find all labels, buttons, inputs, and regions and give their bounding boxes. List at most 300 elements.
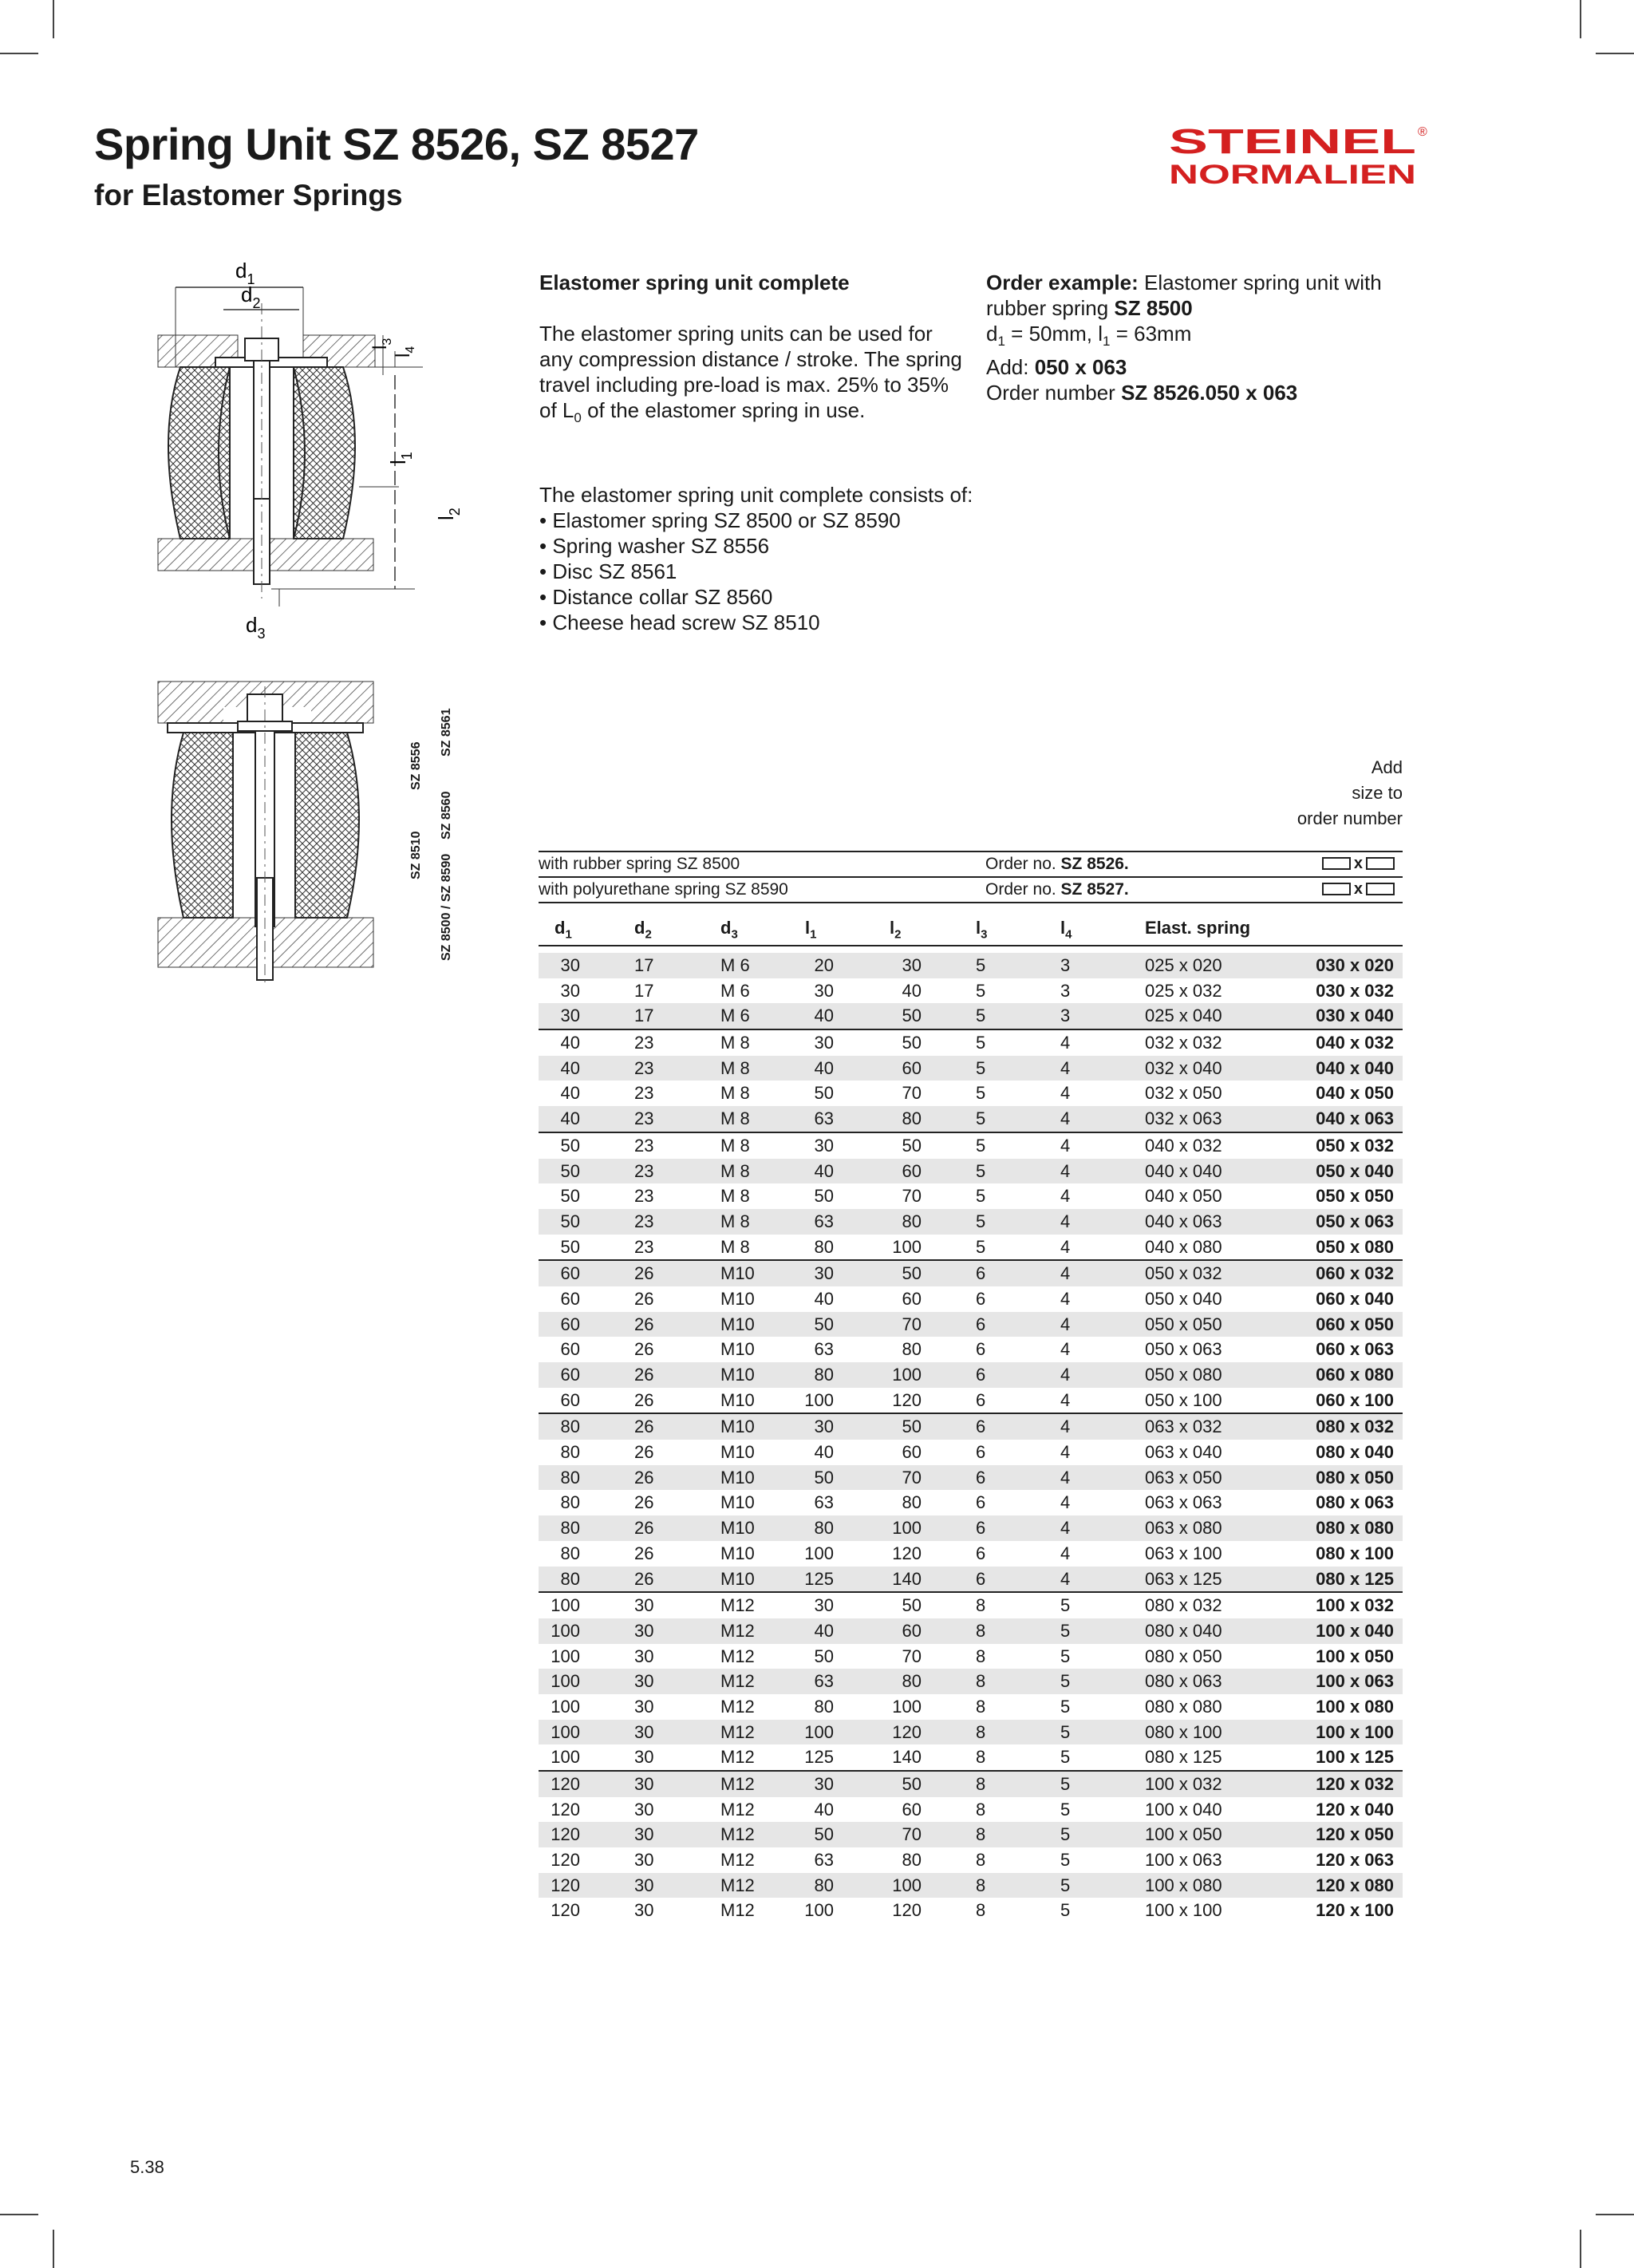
table-row [539,1898,1403,1923]
cell-d2: 26 [634,1389,654,1410]
cell-l1: 40 [814,1057,834,1078]
cell-d3: M 8 [720,1186,750,1207]
cell-d2: 23 [634,1083,654,1104]
cell-d2: 30 [634,1774,654,1794]
page-title: Spring Unit SZ 8526, SZ 8527 [94,119,699,169]
cell-add-size: 040 x 040 [1316,1057,1394,1078]
table-row [539,1591,1403,1618]
cell-d3: M10 [720,1314,755,1334]
cell-l3: 5 [976,1236,986,1257]
cell-l1: 100 [804,1721,834,1742]
cell-l2: 50 [902,1595,922,1616]
cell-elast-spring: 050 x 100 [1145,1389,1222,1410]
cell-l3: 6 [976,1288,986,1309]
cell-d3: M 8 [720,1211,750,1231]
spring-unit-drawing [152,255,495,654]
cell-l1: 40 [814,1620,834,1641]
cell-add-size: 080 x 032 [1316,1417,1394,1437]
cell-elast-spring: 032 x 050 [1145,1083,1222,1104]
cell-d1: 80 [560,1568,580,1589]
cell-l4: 4 [1060,1543,1071,1563]
cell-d3: M10 [720,1263,755,1284]
cell-add-size: 100 x 063 [1316,1671,1394,1692]
cell-l4: 4 [1060,1057,1071,1078]
cell-d3: M 6 [720,955,750,975]
cell-elast-spring: 040 x 050 [1145,1186,1222,1207]
cell-d2: 30 [634,1620,654,1641]
cell-l2: 30 [902,955,922,975]
cell-d1: 60 [560,1365,580,1385]
cell-d3: M10 [720,1417,755,1437]
cell-l3: 8 [976,1671,986,1692]
size-slots [1322,880,1395,898]
cell-d3: M12 [720,1774,755,1794]
cell-l2: 80 [902,1492,922,1513]
cell-elast-spring: 100 x 080 [1145,1875,1222,1895]
cell-l3: 8 [976,1774,986,1794]
add-note-line: Add [1371,757,1403,777]
cell-d2: 26 [634,1442,654,1463]
column-header: $d_3$ [720,918,738,942]
cell-l3: 8 [976,1900,986,1921]
table-row [539,1567,1403,1592]
cell-l3: 6 [976,1314,986,1334]
cell-l4: 5 [1060,1799,1071,1820]
cell-l2: 80 [902,1108,922,1129]
cell-l3: 6 [976,1467,986,1488]
cell-l1: 50 [814,1646,834,1666]
cell-l2: 100 [892,1875,922,1895]
cell-l2: 60 [902,1057,922,1078]
cell-l2: 70 [902,1186,922,1207]
order-example-line: Order number SZ 8526.050 x 063 [986,381,1298,405]
cell-l3: 8 [976,1595,986,1616]
cell-elast-spring: 050 x 080 [1145,1365,1222,1385]
part-label-sz8561: SZ 8561 [440,708,453,757]
cell-l2: 50 [902,1263,922,1284]
cell-l1: 63 [814,1108,834,1129]
component-item: • Distance collar SZ 8560 [539,585,773,610]
crop-mark [1596,53,1634,54]
cell-add-size: 080 x 040 [1316,1442,1394,1463]
cell-d1: 30 [560,980,580,1001]
cell-l2: 50 [902,1006,922,1026]
cell-d2: 30 [634,1747,654,1768]
cell-add-size: 060 x 032 [1316,1263,1394,1284]
cell-d1: 30 [560,955,580,975]
part-label-sz8560: SZ 8560 [440,791,453,840]
cell-d1: 40 [560,1057,580,1078]
cell-l3: 5 [976,1211,986,1231]
cell-d3: M10 [720,1288,755,1309]
order-number: Order no. SZ 8527. [985,880,1129,899]
cell-d2: 30 [634,1595,654,1616]
cell-add-size: 030 x 020 [1316,955,1394,975]
cell-l1: 100 [804,1543,834,1563]
steinel-logo [1169,121,1428,188]
cell-add-size: 050 x 080 [1316,1236,1394,1257]
cell-l1: 40 [814,1006,834,1026]
cell-d1: 80 [560,1467,580,1488]
cell-l3: 8 [976,1721,986,1742]
cell-l4: 4 [1060,1236,1071,1257]
cell-d1: 80 [560,1518,580,1539]
cell-d3: M12 [720,1721,755,1742]
cell-l4: 5 [1060,1646,1071,1666]
cell-elast-spring: 063 x 125 [1145,1568,1222,1589]
cell-elast-spring: 040 x 032 [1145,1135,1222,1156]
cell-l3: 8 [976,1646,986,1666]
cell-elast-spring: 032 x 040 [1145,1057,1222,1078]
cell-d3: M 8 [720,1108,750,1129]
cell-l4: 4 [1060,1263,1071,1284]
order-example-line: rubber spring SZ 8500 [986,296,1193,320]
cell-add-size: 120 x 050 [1316,1824,1394,1845]
cell-d2: 30 [634,1799,654,1820]
logo-line1: STEINEL [1169,122,1416,161]
size-slot-box [1366,857,1395,870]
cell-elast-spring: 025 x 020 [1145,955,1222,975]
cell-elast-spring: 080 x 063 [1145,1671,1222,1692]
cell-d3: M10 [720,1442,755,1463]
description-line: of $L_0$ of the elastomer spring in use. [539,398,866,426]
table-row [539,1003,1403,1029]
cell-elast-spring: 063 x 040 [1145,1442,1222,1463]
cell-d3: M 6 [720,1006,750,1026]
cell-elast-spring: 050 x 032 [1145,1263,1222,1284]
cell-d2: 26 [634,1492,654,1513]
cell-d2: 26 [634,1288,654,1309]
cell-elast-spring: 063 x 032 [1145,1417,1222,1437]
cell-elast-spring: 100 x 040 [1145,1799,1222,1820]
cell-l2: 120 [892,1721,922,1742]
cell-d2: 26 [634,1518,654,1539]
cell-elast-spring: 063 x 050 [1145,1467,1222,1488]
cell-d1: 50 [560,1236,580,1257]
cell-d2: 23 [634,1057,654,1078]
cell-l3: 6 [976,1417,986,1437]
cell-l4: 4 [1060,1314,1071,1334]
cell-l4: 4 [1060,1211,1071,1231]
cell-d2: 17 [634,1006,654,1026]
table-row [539,1259,1403,1286]
cell-l3: 6 [976,1518,986,1539]
cell-d1: 40 [560,1108,580,1129]
cell-l3: 6 [976,1263,986,1284]
cell-d2: 17 [634,955,654,975]
cell-l4: 4 [1060,1417,1071,1437]
cell-add-size: 100 x 080 [1316,1696,1394,1717]
order-row-rubber [539,851,1403,878]
size-separator: x [1353,880,1363,898]
cell-d3: M 8 [720,1083,750,1104]
cell-l2: 60 [902,1620,922,1641]
table-row [539,953,1403,978]
cell-d2: 30 [634,1646,654,1666]
cell-l1: 50 [814,1314,834,1334]
add-size-note [1197,755,1403,832]
cell-d1: 50 [560,1160,580,1181]
cell-add-size: 050 x 063 [1316,1211,1394,1231]
cell-d1: 50 [560,1135,580,1156]
description-line: any compression distance / stroke. The spring [539,347,962,371]
cell-d2: 23 [634,1186,654,1207]
cell-d1: 100 [551,1595,580,1616]
cell-d3: M12 [720,1875,755,1895]
cell-l2: 140 [892,1568,922,1589]
column-header: $d_2$ [634,918,652,942]
cell-l3: 6 [976,1389,986,1410]
cell-add-size: 060 x 063 [1316,1339,1394,1360]
cell-l4: 5 [1060,1747,1071,1768]
order-example-block [986,270,1409,405]
table-row [539,1209,1403,1235]
cell-add-size: 120 x 063 [1316,1850,1394,1871]
column-header: $l_1$ [805,918,817,942]
crop-mark [1580,0,1581,38]
cell-l2: 120 [892,1543,922,1563]
cell-d2: 26 [634,1568,654,1589]
cell-l2: 100 [892,1236,922,1257]
cell-d3: M10 [720,1467,755,1488]
cell-d2: 30 [634,1875,654,1895]
dim-d3-label: $d_3$ [246,613,266,642]
cell-l4: 5 [1060,1900,1071,1921]
cell-elast-spring: 080 x 080 [1145,1696,1222,1717]
table-row [539,1337,1403,1362]
cell-l4: 5 [1060,1850,1071,1871]
crop-mark [53,2230,54,2268]
cell-add-size: 100 x 050 [1316,1646,1394,1666]
cell-d1: 80 [560,1492,580,1513]
cell-l3: 8 [976,1696,986,1717]
table-row [539,1081,1403,1106]
cell-l3: 8 [976,1747,986,1768]
cell-l2: 50 [902,1135,922,1156]
size-separator: x [1353,855,1363,872]
cell-l1: 50 [814,1467,834,1488]
dim-l3-label: $l_3$ [369,338,394,350]
cell-l2: 60 [902,1288,922,1309]
cell-l4: 4 [1060,1108,1071,1129]
crop-mark [0,53,38,54]
page-number: 5.38 [130,2157,164,2177]
cell-l2: 100 [892,1365,922,1385]
cell-d1: 120 [551,1875,580,1895]
cell-elast-spring: 032 x 032 [1145,1033,1222,1053]
cell-d1: 80 [560,1417,580,1437]
cell-elast-spring: 040 x 080 [1145,1236,1222,1257]
cell-l4: 4 [1060,1389,1071,1410]
cell-add-size: 080 x 080 [1316,1518,1394,1539]
order-row-label: with rubber spring SZ 8500 [539,855,740,873]
cell-l1: 63 [814,1211,834,1231]
cell-d1: 100 [551,1671,580,1692]
cell-d1: 120 [551,1774,580,1794]
page-subtitle: for Elastomer Springs [94,179,403,211]
column-header: $l_3$ [976,918,988,942]
part-label-sz8556: SZ 8556 [409,741,423,790]
cell-l3: 6 [976,1492,986,1513]
cell-add-size: 100 x 040 [1316,1620,1394,1641]
cell-d1: 40 [560,1083,580,1104]
cell-d2: 26 [634,1543,654,1563]
cell-l4: 4 [1060,1568,1071,1589]
order-example-line: Add: 050 x 063 [986,355,1127,380]
cell-add-size: 100 x 125 [1316,1747,1394,1768]
table-row [539,1413,1403,1440]
cell-l2: 50 [902,1417,922,1437]
cell-add-size: 120 x 100 [1316,1900,1394,1921]
cell-l4: 3 [1060,1006,1071,1026]
cell-l4: 5 [1060,1671,1071,1692]
cell-l4: 5 [1060,1721,1071,1742]
table-row [539,1312,1403,1337]
size-slots [1322,857,1395,870]
cell-d2: 26 [634,1263,654,1284]
cell-add-size: 030 x 032 [1316,980,1394,1001]
cell-add-size: 060 x 040 [1316,1288,1394,1309]
dim-d2-label: $d_2$ [241,283,261,311]
cell-l4: 4 [1060,1467,1071,1488]
cell-elast-spring: 080 x 040 [1145,1620,1222,1641]
table-row [539,1873,1403,1899]
components-intro: The elastomer spring unit complete consists of: [539,483,973,508]
cell-l1: 125 [804,1747,834,1768]
part-label-sz8500: SZ 8500 / SZ 8590 [440,853,453,961]
table-row [539,1618,1403,1644]
cell-l2: 60 [902,1799,922,1820]
table-row [539,1541,1403,1567]
cell-l2: 140 [892,1747,922,1768]
table-row [539,1797,1403,1823]
cell-l3: 8 [976,1850,986,1871]
cell-d1: 60 [560,1389,580,1410]
cell-d3: M12 [720,1671,755,1692]
cell-l1: 40 [814,1160,834,1181]
crop-mark [0,2214,38,2215]
cell-l2: 70 [902,1467,922,1488]
cell-l4: 4 [1060,1365,1071,1385]
cell-elast-spring: 100 x 100 [1145,1900,1222,1921]
cell-l3: 6 [976,1568,986,1589]
cell-l2: 70 [902,1314,922,1334]
cell-d2: 30 [634,1696,654,1717]
component-item: • Cheese head screw SZ 8510 [539,610,820,635]
cell-d3: M12 [720,1620,755,1641]
cell-l3: 5 [976,1057,986,1078]
cell-add-size: 060 x 080 [1316,1365,1394,1385]
cell-d3: M12 [720,1747,755,1768]
cell-add-size: 050 x 040 [1316,1160,1394,1181]
cell-elast-spring: 080 x 050 [1145,1646,1222,1666]
cell-d1: 60 [560,1288,580,1309]
part-label-sz8510: SZ 8510 [409,831,423,879]
cell-add-size: 120 x 040 [1316,1799,1394,1820]
cell-d1: 40 [560,1033,580,1053]
cell-d1: 120 [551,1824,580,1845]
cell-add-size: 050 x 050 [1316,1186,1394,1207]
size-slot-box [1322,857,1351,870]
description-heading: Elastomer spring unit complete [539,271,850,294]
cell-l1: 30 [814,1774,834,1794]
table-row [539,1490,1403,1515]
table-row [539,1465,1403,1491]
order-number-table [539,851,1403,903]
cell-d3: M10 [720,1492,755,1513]
component-item: • Spring washer SZ 8556 [539,534,770,559]
cell-l1: 63 [814,1492,834,1513]
cell-l4: 4 [1060,1186,1071,1207]
cell-l3: 5 [976,955,986,975]
cell-l1: 80 [814,1696,834,1717]
column-header: $d_1$ [555,918,572,942]
cell-l3: 6 [976,1365,986,1385]
cell-l4: 4 [1060,1518,1071,1539]
order-example-line: $d_1 = 50mm$, $l_1 = 63mm$ [986,322,1192,350]
table-row [539,1362,1403,1388]
cell-elast-spring: 100 x 050 [1145,1824,1222,1845]
table-header [539,911,1403,946]
cell-elast-spring: 025 x 040 [1145,1006,1222,1026]
cell-d2: 23 [634,1160,654,1181]
cell-d1: 50 [560,1186,580,1207]
table-row [539,1159,1403,1184]
cell-add-size: 080 x 063 [1316,1492,1394,1513]
description-line: The elastomer spring units can be used for [539,322,933,346]
cell-add-size: 040 x 063 [1316,1108,1394,1129]
cell-add-size: 040 x 032 [1316,1033,1394,1053]
cell-l2: 120 [892,1389,922,1410]
cell-l1: 63 [814,1850,834,1871]
cell-l4: 4 [1060,1442,1071,1463]
cell-d2: 26 [634,1467,654,1488]
cell-l3: 6 [976,1543,986,1563]
cell-elast-spring: 050 x 050 [1145,1314,1222,1334]
table-row [539,1106,1403,1132]
cell-l1: 40 [814,1442,834,1463]
cell-l3: 8 [976,1620,986,1641]
cell-d1: 60 [560,1263,580,1284]
cell-d3: M 8 [720,1135,750,1156]
cell-d3: M 8 [720,1236,750,1257]
table-row [539,1388,1403,1413]
cell-l4: 5 [1060,1696,1071,1717]
cell-add-size: 040 x 050 [1316,1083,1394,1104]
cell-d1: 100 [551,1747,580,1768]
cell-add-size: 060 x 050 [1316,1314,1394,1334]
cell-d3: M10 [720,1518,755,1539]
cell-d2: 23 [634,1211,654,1231]
cell-elast-spring: 100 x 032 [1145,1774,1222,1794]
size-slot-box [1322,883,1351,895]
cell-d3: M 8 [720,1033,750,1053]
cell-d1: 100 [551,1721,580,1742]
cell-d2: 26 [634,1417,654,1437]
cell-l4: 4 [1060,1339,1071,1360]
table-row [539,1235,1403,1260]
add-note-line: size to [1352,783,1403,803]
column-header: Elast. spring [1145,918,1251,938]
cell-l4: 5 [1060,1774,1071,1794]
cell-l3: 6 [976,1442,986,1463]
cell-d1: 120 [551,1900,580,1921]
cell-l1: 40 [814,1288,834,1309]
cell-l2: 70 [902,1083,922,1104]
cell-d3: M12 [720,1799,755,1820]
cell-d3: M 8 [720,1057,750,1078]
cell-elast-spring: 063 x 080 [1145,1518,1222,1539]
